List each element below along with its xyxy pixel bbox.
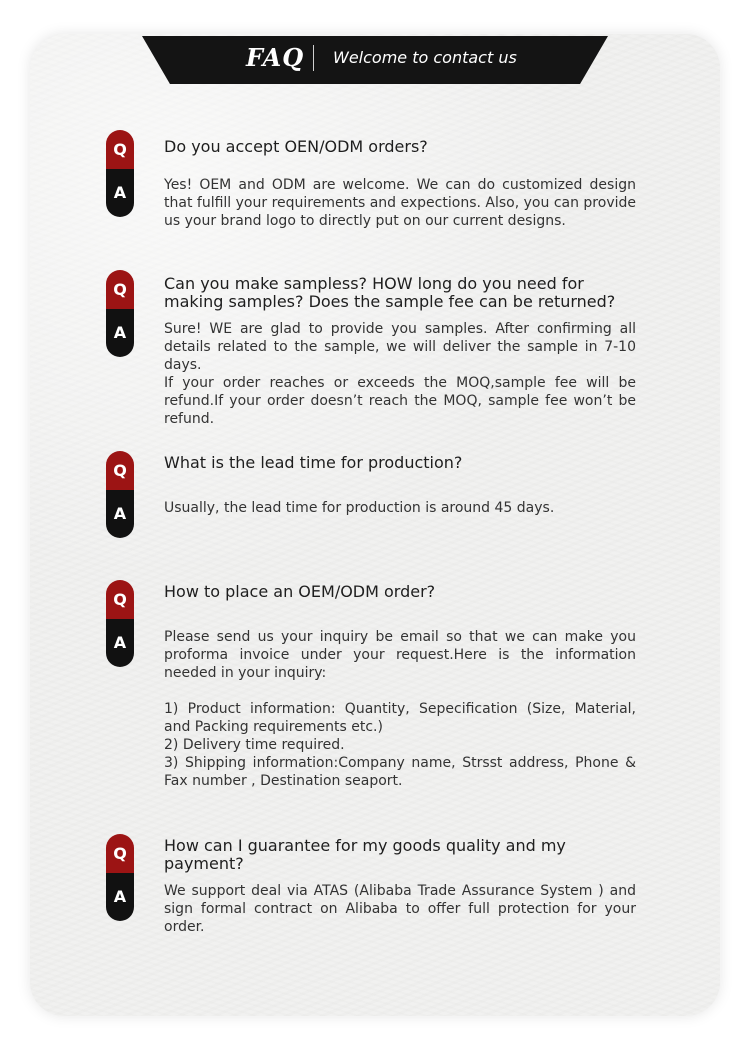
page-subtitle: Welcome to contact us [333, 48, 517, 67]
faq-answer: Please send us your inquiry be email so that we can make you proforma invoice under your request.Here is the information needed in your inquiry: 1) Product information: Quantity, Sepecification (Size, Material, and Packing requirements etc.) 2) Delivery time required. 3) Shipping information:Company name, Strsst address, Phone & Fax number , Destination seaport. [164, 629, 636, 789]
faq-question: What is the lead time for production? [164, 453, 463, 472]
answer-badge: A [106, 309, 134, 357]
faq-item-4 [106, 580, 634, 800]
answer-badge: A [106, 169, 134, 217]
faq-item-3 [106, 451, 634, 541]
faq-answer: Yes! OEM and ODM are welcome. We can do customized design that fulfill your requirements and expections. Also, you can provide us your brand logo to directly put on our current designs. [164, 177, 636, 229]
faq-item-2 [106, 270, 634, 440]
question-badge: Q [106, 451, 134, 490]
faq-answer: We support deal via ATAS (Alibaba Trade Assurance System ) and sign formal contract on Alibaba to offer full protection for your order. [164, 883, 636, 935]
qa-badge [106, 270, 134, 357]
page-title: FAQ [246, 43, 305, 72]
faq-question: Do you accept OEN/ODM orders? [164, 137, 428, 156]
qa-badge [106, 451, 134, 538]
faq-item-1 [106, 130, 634, 250]
question-badge: Q [106, 580, 134, 619]
faq-question: How to place an OEM/ODM order? [164, 582, 436, 601]
faq-question: How can I guarantee for my goods quality and my payment? [164, 836, 566, 873]
question-badge: Q [106, 834, 134, 873]
answer-badge: A [106, 490, 134, 538]
answer-badge: A [106, 873, 134, 921]
faq-item-5 [106, 834, 634, 944]
question-badge: Q [106, 270, 134, 309]
question-badge: Q [106, 130, 134, 169]
faq-question: Can you make sampless? HOW long do you need for making samples? Does the sample fee can be returned? [164, 274, 616, 311]
answer-badge: A [106, 619, 134, 667]
header-divider [313, 45, 314, 71]
faq-answer: Usually, the lead time for production is around 45 days. [164, 500, 555, 516]
qa-badge [106, 834, 134, 921]
qa-badge [106, 580, 134, 667]
qa-badge [106, 130, 134, 217]
faq-answer: Sure! WE are glad to provide you samples. After confirming all details related to the sample, we will deliver the sample in 7-10 days. If your order reaches or exceeds the MOQ,sample fee will be refund.If your order doesn’t reach the MOQ, sample fee won’t be refund. [164, 321, 636, 427]
